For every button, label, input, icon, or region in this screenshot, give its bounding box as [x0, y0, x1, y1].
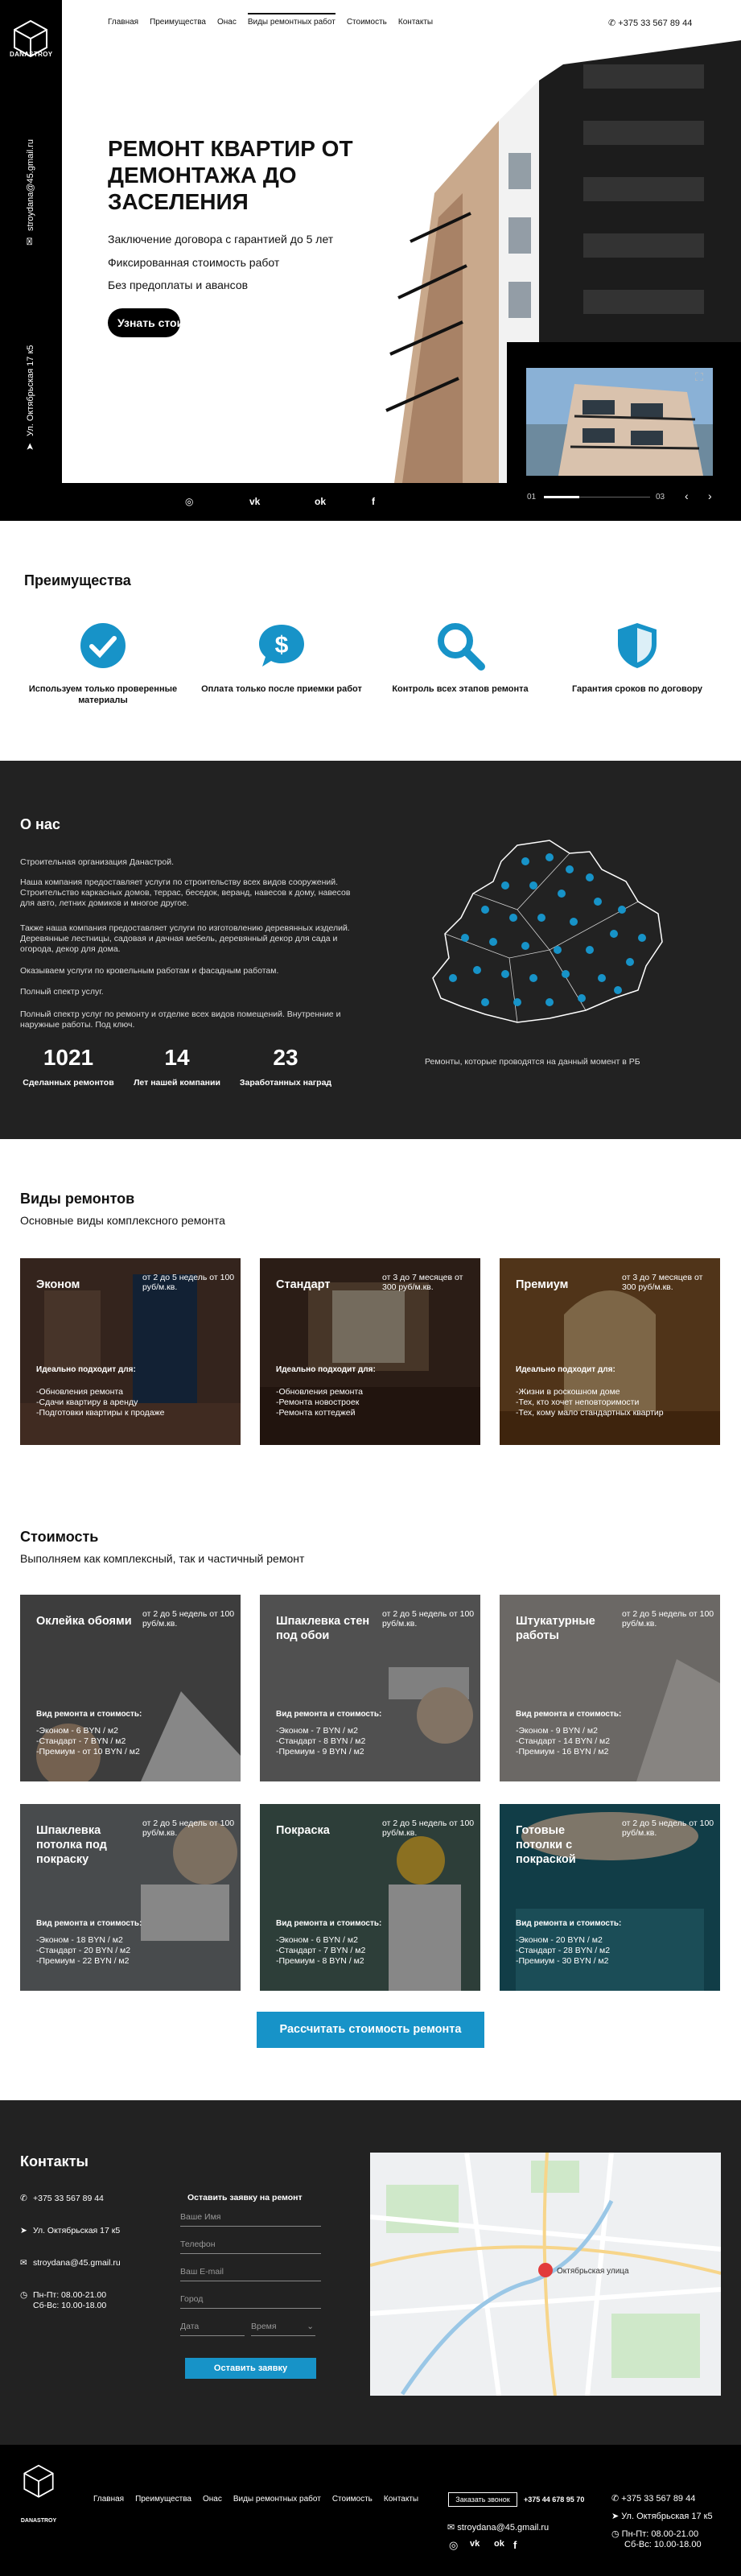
card-item: -Премиум - 22 BYN / м2 — [36, 1956, 130, 1966]
card-item: -Эконом - 18 BYN / м2 — [36, 1935, 123, 1945]
shield-icon — [611, 620, 663, 671]
contact-address — [20, 2226, 120, 2236]
footer-email[interactable] — [447, 2522, 549, 2533]
slider-next-icon[interactable]: › — [708, 489, 712, 502]
card-item: -Тех, кто хочет неповторимости — [516, 1397, 640, 1407]
price-card-plaster[interactable] — [500, 1595, 720, 1781]
repair-card-standard[interactable] — [260, 1258, 480, 1445]
callback-button[interactable]: Заказать звонок — [448, 2492, 517, 2507]
facebook-icon[interactable]: f — [372, 496, 375, 507]
card-item: -Премиум - 9 BYN / м2 — [276, 1747, 364, 1757]
check-circle-icon — [77, 620, 129, 671]
stat-repairs-label: Сделанных ремонтов — [23, 1078, 114, 1088]
location-arrow-icon: ➤ — [20, 2226, 27, 2235]
advantage-item — [23, 620, 183, 706]
card-item: -Ремонта коттеджей — [276, 1408, 356, 1418]
card-item: -Обновления ремонта — [276, 1387, 363, 1397]
price-card-painting[interactable] — [260, 1804, 480, 1991]
pricing-subtitle: Выполняем как комплексный, так и частичный ремонт — [20, 1552, 305, 1565]
card-price: от 2 до 5 недель от 100 руб/м.кв. — [142, 1818, 235, 1838]
slider-thumb-image[interactable] — [526, 368, 713, 476]
date-field[interactable]: Дата — [180, 2317, 245, 2336]
card-price: от 2 до 5 недель от 100 руб/м.кв. — [622, 1609, 714, 1629]
card-item: -Премиум - 8 BYN / м2 — [276, 1956, 364, 1966]
city-field[interactable]: Город — [180, 2289, 321, 2309]
contact-hours-weekend: Сб-Вс: 10.00-18.00 — [33, 2301, 107, 2310]
nav-item-pricing[interactable]: Стоимость — [346, 18, 387, 27]
card-item: -Стандарт - 28 BYN / м2 — [516, 1946, 611, 1955]
header-phone[interactable] — [608, 18, 692, 28]
footer-nav-advantages[interactable]: Преимущества — [135, 2495, 191, 2504]
hero-title: РЕМОНТ КВАРТИР ОТ ДЕМОНТАЖА ДО ЗАСЕЛЕНИЯ — [108, 136, 353, 214]
price-card-putty-walls[interactable] — [260, 1595, 480, 1781]
contact-email-text: stroydana@45.gmail.ru — [33, 2258, 121, 2268]
card-title: Стандарт — [276, 1278, 331, 1291]
advantage-text: Контроль всех этапов ремонта — [392, 684, 529, 694]
card-price: от 3 до 7 месяцев от 300 руб/м.кв. — [622, 1273, 703, 1292]
card-item: -Стандарт - 8 BYN / м2 — [276, 1736, 366, 1746]
nav-item-contacts[interactable]: Контакты — [397, 18, 434, 27]
about-paragraph: Полный спектр услуг. — [20, 987, 104, 997]
footer-phone[interactable] — [611, 2494, 695, 2504]
repair-types-title: Виды ремонтов — [20, 1191, 135, 1207]
card-item: -Жизни в роскошном доме — [516, 1387, 620, 1397]
card-item: -Стандарт - 20 BYN / м2 — [36, 1946, 131, 1955]
card-price: от 2 до 5 недель от 100 руб/м.кв. — [142, 1273, 235, 1292]
dollar-chat-icon — [256, 620, 307, 671]
contact-email[interactable] — [20, 2258, 121, 2268]
card-item: -Эконом - 20 BYN / м2 — [516, 1935, 603, 1945]
sidebar-address — [24, 345, 35, 451]
footer-nav-about[interactable]: Онас — [202, 2495, 222, 2504]
about-paragraph: Также наша компания предоставляет услуги по изготовлению деревянных изделий. Деревянные лестницы, садовая и дачная мебель, деревянный декор для сада и огорода, декор для дома. — [20, 923, 350, 954]
card-price: от 2 до 5 недель от 100 руб/м.кв. — [382, 1818, 475, 1838]
nav-item-home[interactable]: Главная — [108, 18, 139, 27]
hero-cta-label[interactable] — [117, 316, 237, 330]
advantage-text: Используем только проверенные материалы — [28, 684, 178, 705]
card-title: Шпаклевка стен под обои — [276, 1615, 370, 1642]
footer — [0, 2445, 741, 2576]
hero-bottom-bar — [62, 483, 741, 521]
sidebar-address-text: Ул. Октябрьская 17 к5 — [26, 345, 35, 436]
card-subheading: Вид ремонта и стоимость: — [36, 1919, 142, 1928]
card-title: Покраска — [276, 1824, 330, 1837]
footer-hours-weekend: Сб-Вс: 10.00-18.00 — [624, 2540, 702, 2549]
phone-icon: ✆ — [611, 2494, 622, 2504]
advantage-item — [201, 620, 362, 695]
nav-item-repair-types[interactable]: Виды ремонтных работ — [247, 18, 336, 27]
repair-types-subtitle: Основные виды комплексного ремонта — [20, 1214, 225, 1227]
card-title: Премиум — [516, 1278, 569, 1291]
city-map[interactable] — [370, 2153, 721, 2396]
contact-hours — [20, 2290, 106, 2301]
clock-icon: ◷ — [20, 2290, 28, 2300]
mail-icon: ✉ — [447, 2523, 458, 2533]
card-item: -Подготовки квартиры к продаже — [36, 1408, 165, 1418]
card-subheading: Идеально подходит для: — [36, 1365, 136, 1374]
advantage-item — [380, 620, 541, 695]
card-price: от 2 до 5 недель от 100 руб/м.кв. — [382, 1609, 475, 1629]
header-phone-text: +375 33 567 89 44 — [618, 19, 693, 28]
about-paragraph: Оказываем услуги по кровельным работам и фасадным работам. — [20, 966, 279, 976]
card-title: Готовые потолки с покраской — [516, 1824, 576, 1866]
vk-icon[interactable]: vk — [470, 2539, 480, 2549]
card-subheading: Вид ремонта и стоимость: — [276, 1919, 382, 1928]
magnifier-icon — [434, 620, 486, 671]
card-item: -Стандарт - 14 BYN / м2 — [516, 1736, 611, 1746]
slide-current: 01 — [527, 493, 537, 502]
about-title: О нас — [20, 816, 60, 832]
card-item: -Эконом - 9 BYN / м2 — [516, 1726, 598, 1736]
time-select-value: Время — [251, 2322, 277, 2331]
card-item: -Премиум - 30 BYN / м2 — [516, 1956, 609, 1966]
email-field[interactable]: Ваш E-mail — [180, 2262, 321, 2281]
card-price: от 3 до 7 месяцев от 300 руб/м.кв. — [382, 1273, 463, 1292]
footer-nav-pricing[interactable]: Стоимость — [331, 2495, 373, 2504]
footer-nav-home[interactable]: Главная — [93, 2495, 125, 2504]
card-title: Шпаклевка потолка под покраску — [36, 1824, 107, 1866]
hero-line-fixed-price: Фиксированная стоимость работ — [108, 256, 280, 269]
hero-line-guarantee: Заключение договора с гарантией до 5 лет — [108, 233, 334, 246]
footer-address — [611, 2512, 713, 2522]
card-price: от 2 до 5 недель от 100 руб/м.кв. — [622, 1818, 714, 1838]
hours-weekday: Пн-Пт: 08.00-21.00 — [33, 2290, 107, 2300]
mail-icon: ✉ — [20, 2258, 27, 2268]
footer-hours — [611, 2529, 698, 2540]
slide-total: 03 — [656, 493, 665, 502]
brand-logo-icon[interactable] — [20, 2460, 57, 2505]
card-item: -Стандарт - 7 BYN / м2 — [36, 1736, 126, 1746]
card-item: -Премиум - 16 BYN / м2 — [516, 1747, 609, 1757]
map-label: Октябрьская улица — [557, 2267, 629, 2276]
card-item: -Премиум - от 10 BYN / м2 — [36, 1747, 140, 1757]
footer-hours-weekday: Пн-Пт: 08.00-21.00 — [621, 2529, 699, 2539]
card-item: -Обновления ремонта — [36, 1387, 123, 1397]
odnoklassniki-icon[interactable]: ok — [315, 496, 327, 507]
stat-awards-label: Заработанных наград — [239, 1078, 332, 1088]
advantage-item — [557, 620, 718, 695]
price-card-ready-ceilings[interactable] — [500, 1804, 720, 1991]
price-card-ceiling-putty[interactable] — [20, 1804, 241, 1991]
card-item: -Эконом - 6 BYN / м2 — [276, 1935, 358, 1945]
price-card-wallpaper[interactable] — [20, 1595, 241, 1781]
card-subheading: Вид ремонта и стоимость: — [516, 1710, 622, 1719]
about-paragraph: Полный спектр услуг по ремонту и отделке всех видов помещений. Внутренние и наружные работы. Под ключ. — [20, 1009, 341, 1030]
hero-cta-label-text: Узнать стоимость ⟶ — [117, 316, 237, 329]
card-subheading: Вид ремонта и стоимость: — [36, 1710, 142, 1719]
contact-phone-text: +375 33 567 89 44 — [33, 2194, 104, 2203]
card-subheading: Идеально подходит для: — [276, 1365, 376, 1374]
card-item: -Эконом - 7 BYN / м2 — [276, 1726, 358, 1736]
submit-request-button[interactable]: Оставить заявку — [185, 2358, 316, 2379]
brand-name: DANASTROY — [10, 51, 53, 58]
card-item: -Тех, кому мало стандартных квартир — [516, 1408, 664, 1418]
sidebar-email[interactable] — [24, 139, 35, 246]
card-subheading: Вид ремонта и стоимость: — [276, 1710, 382, 1719]
about-paragraph: Наша компания предоставляет услуги по строительству всех видов сооружений. Строительство каркасных домов, террас, беседок, веранд, навесов к дому, навесов для авто, летних домиков и многое другое. — [20, 877, 351, 908]
expand-icon[interactable]: ⛶ — [695, 370, 703, 383]
instagram-icon[interactable]: ◎ — [185, 496, 194, 507]
card-subheading: Вид ремонта и стоимость: — [516, 1919, 622, 1928]
advantages-title: Преимущества — [24, 572, 131, 588]
footer-phone-text: +375 33 567 89 44 — [621, 2494, 696, 2504]
card-item: -Сдачи квартиру в аренду — [36, 1397, 138, 1407]
calculate-cost-button[interactable]: Рассчитать стоимость ремонта — [257, 2012, 484, 2048]
slider-prev-icon[interactable]: ‹ — [685, 489, 689, 502]
card-title: Оклейка обоями — [36, 1615, 132, 1628]
stat-years-value: 14 — [164, 1045, 190, 1070]
odnoklassniki-icon[interactable]: ok — [494, 2539, 504, 2549]
nav-item-about[interactable]: Онас — [216, 18, 237, 27]
belarus-map — [429, 837, 670, 1034]
footer-brand-name: DANASTROY — [20, 2518, 57, 2524]
request-form-title: Оставить заявку на ремонт — [187, 2193, 303, 2202]
svg-text:$: $ — [274, 632, 289, 658]
advantage-text: Гарантия сроков по договору — [571, 684, 703, 694]
repair-card-premium[interactable] — [500, 1258, 720, 1445]
location-arrow-icon: ➤ — [24, 442, 35, 451]
hero-line-no-prepay: Без предоплаты и авансов — [108, 279, 249, 291]
footer-nav-contacts[interactable]: Контакты — [383, 2495, 419, 2504]
stat-years-label: Лет нашей компании — [134, 1078, 220, 1088]
phone-icon: ✆ — [20, 2194, 27, 2203]
card-title: Штукатурные работы — [516, 1615, 595, 1642]
contact-phone[interactable] — [20, 2194, 104, 2204]
pricing-title: Стоимость — [20, 1529, 99, 1545]
advantage-text: Оплата только после приемки работ — [201, 684, 362, 694]
footer-nav — [93, 2495, 418, 2504]
clock-icon: ◷ — [611, 2529, 622, 2539]
card-price: от 2 до 5 недель от 100 руб/м.кв. — [142, 1609, 235, 1629]
location-arrow-icon: ➤ — [611, 2512, 622, 2521]
footer-address-text: Ул. Октябрьская 17 к5 — [621, 2512, 713, 2521]
phone-icon: ✆ — [608, 19, 619, 28]
mail-icon: ✉ — [24, 237, 35, 246]
phone-field[interactable]: Телефон — [180, 2235, 321, 2254]
footer-email-text: stroydana@45.gmail.ru — [457, 2523, 550, 2533]
time-select[interactable] — [251, 2317, 315, 2336]
about-paragraph: Строительная организация Данастрой. — [20, 857, 174, 867]
map-caption: Ремонты, которые проводятся на данный момент в РБ — [425, 1057, 640, 1067]
instagram-icon[interactable]: ◎ — [449, 2539, 459, 2551]
card-title: Эконом — [36, 1278, 80, 1291]
card-item: -Стандарт - 7 BYN / м2 — [276, 1946, 366, 1955]
card-item: -Ремонта новостроек — [276, 1397, 360, 1407]
vk-icon[interactable]: vk — [249, 496, 261, 507]
footer-nav-repair-types[interactable]: Виды ремонтных работ — [233, 2495, 321, 2504]
top-nav — [108, 18, 433, 27]
name-field[interactable]: Ваше Имя — [180, 2207, 321, 2227]
stat-awards-value: 23 — [273, 1045, 298, 1070]
card-item: -Эконом - 6 BYN / м2 — [36, 1726, 118, 1736]
sidebar-email-text: stroydana@45.gmail.ru — [26, 139, 35, 231]
footer-phone-secondary[interactable]: +375 44 678 95 70 — [524, 2496, 585, 2504]
contacts-title: Контакты — [20, 2153, 89, 2169]
repair-card-economy[interactable] — [20, 1258, 241, 1445]
contact-address-text: Ул. Октябрьская 17 к5 — [33, 2226, 121, 2235]
card-subheading: Идеально подходит для: — [516, 1365, 615, 1374]
chevron-down-icon: ⌄ — [307, 2322, 314, 2331]
stat-repairs-value: 1021 — [43, 1045, 94, 1070]
facebook-icon[interactable]: f — [513, 2539, 517, 2551]
nav-item-advantages[interactable]: Преимущества — [150, 18, 206, 27]
